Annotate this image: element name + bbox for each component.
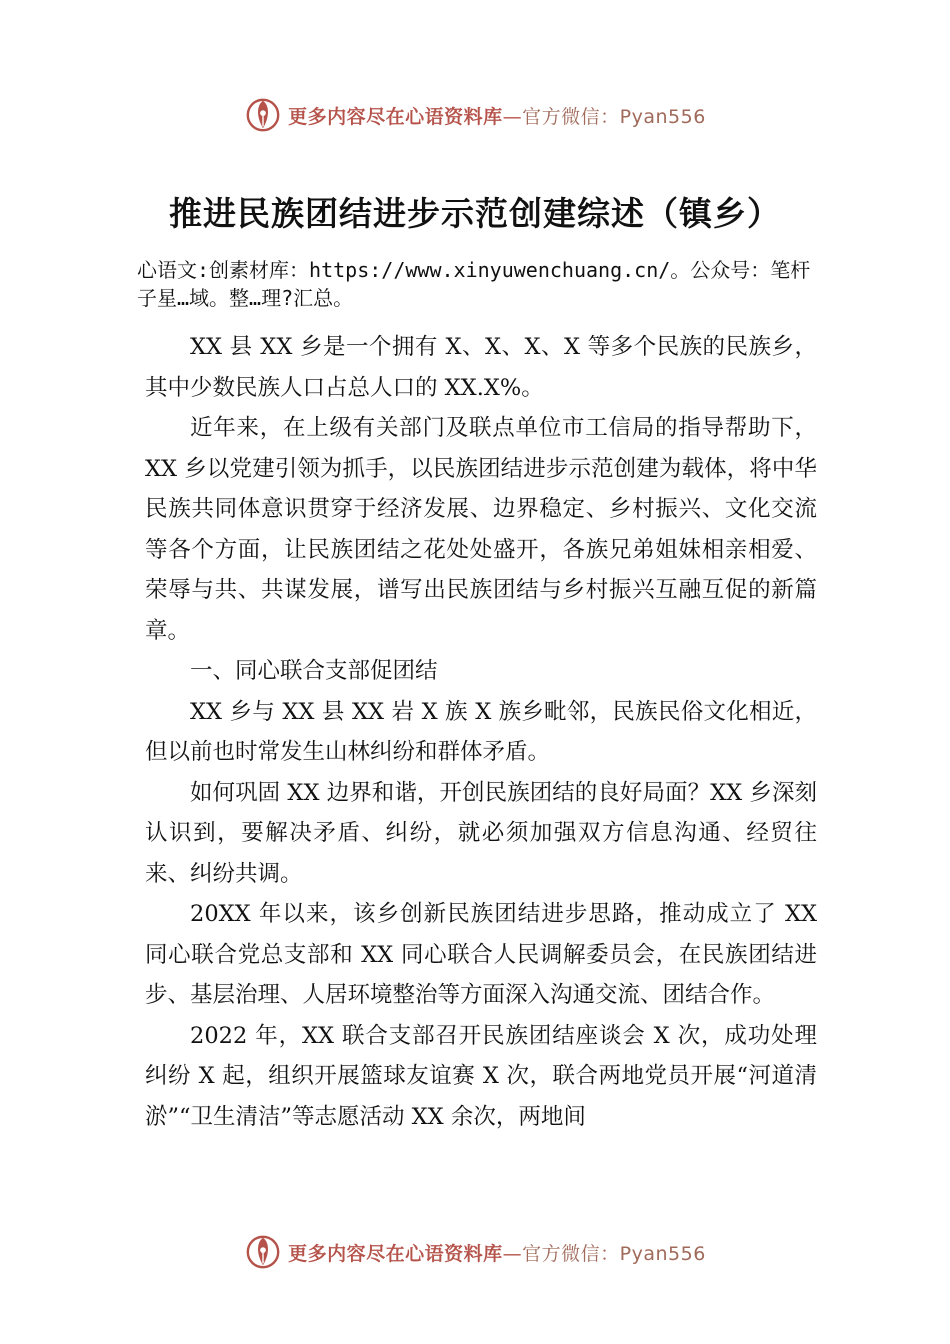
banner-separator: — [502, 105, 523, 128]
paragraph: 如何巩固 XX 边界和谐，开创民族团结的良好局面？XX 乡深刻认识到，要解决矛盾、纠纷，就必须加强双方信息沟通、经贸往来、纠纷共调。 [145, 779, 817, 887]
banner-separator: — [502, 1242, 523, 1265]
source-line: 心语文:创素材库：https://www.xinyuwenchuang.cn/。公众号：笔杆子星…域。整…理?汇总。 [137, 258, 811, 310]
document-title: 推进民族团结进步示范创建综述（镇乡） [169, 194, 781, 233]
footer-banner [0, 1230, 950, 1274]
section-heading: 一、同心联合支部促团结 [190, 658, 438, 684]
fountain-pen-logo-icon [244, 1233, 282, 1271]
paragraph: 20XX 年以来，该乡创新民族团结进步思路，推动成立了 XX 同心联合党总支部和 XX 同心联合人民调解委员会，在民族团结进步、基层治理、人居环境整治等方面深入沟通交流、团结合作。 [145, 901, 817, 1008]
paragraph: 2022 年，XX 联合支部召开民族团结座谈会 X 次，成功处理纠纷 X 起，组织开展篮球友谊赛 X 次，联合两地党员开展“河道清淤”“卫生清洁”等志愿活动 XX 余次，两地间 [145, 1022, 817, 1130]
banner-text [288, 1239, 706, 1266]
banner-brand: 更多内容尽在心语资料库 [288, 105, 503, 128]
paragraph: XX 乡与 XX 县 XX 岩 X 族 X 族乡毗邻，民族民俗文化相近，但以前也时常发生山林纠纷和群体矛盾。 [145, 698, 817, 765]
paragraph: 近年来，在上级有关部门及联点单位市工信局的指导帮助下，XX 乡以党建引领为抓手，以民族团结进步示范创建为载体，将中华民族共同体意识贯穿于经济发展、边界稳定、乡村振兴、文化交流等各个方面，让民族团结之花处处盛开，各族兄弟姐妹相亲相爱、荣辱与共、共谋发展，谱写出民族团结与乡村振兴互融互促的新篇章。 [145, 415, 817, 644]
fountain-pen-logo-icon [244, 96, 282, 134]
document-body [145, 327, 817, 1137]
banner-wechat: 官方微信：Pyan556 [522, 1242, 706, 1265]
header-banner [0, 93, 950, 137]
banner-wechat: 官方微信：Pyan556 [522, 105, 706, 128]
banner-brand: 更多内容尽在心语资料库 [288, 1242, 503, 1265]
paragraph: XX 县 XX 乡是一个拥有 X、X、X、X 等多个民族的民族乡，其中少数民族人口占总人口的 XX.X%。 [145, 334, 817, 401]
banner-text [288, 102, 706, 129]
